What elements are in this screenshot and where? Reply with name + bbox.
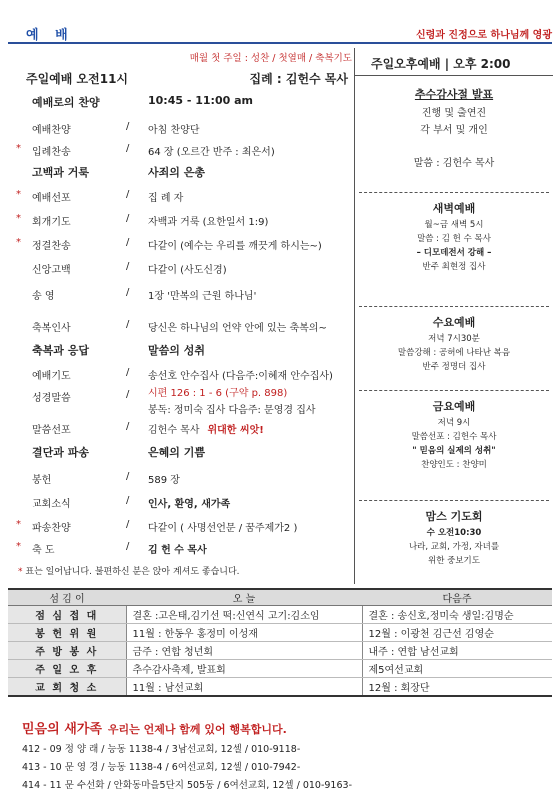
- row-value: 인사, 환영, 새가족: [148, 499, 231, 510]
- row-label: 예배선포: [32, 193, 71, 204]
- stand-marker: *: [16, 519, 21, 530]
- service-block-line: 말씀 : 김 헌 수 목사: [417, 234, 491, 244]
- afternoon-title: 주일오후예배 | 오후 2:00: [371, 57, 511, 71]
- header-cell: 섬 김 이: [8, 589, 126, 606]
- row-separator: /: [126, 237, 130, 248]
- row-label: 입례찬송: [32, 147, 71, 158]
- service-block-line: 진행 및 출연진: [421, 108, 487, 119]
- service-block-line: 나라, 교회, 가정, 자녀를: [408, 542, 500, 552]
- service-block: [355, 86, 553, 169]
- row-value: 송선호 안수집사 (다음주:이혜재 안수집사): [148, 371, 333, 382]
- row-separator: /: [126, 261, 130, 272]
- list-item: 412 - 09 정 양 래 / 능동 1138-4 / 3남선교회, 12셀 / 010-9118-: [22, 744, 301, 755]
- new-family-title: 믿음의 새가족 우리는 언제나 함께 있어 행복합니다.: [22, 722, 287, 737]
- row-label: 결단과 파송: [32, 446, 89, 459]
- service-block-line: 말씀 : 김헌수 목사: [413, 158, 495, 169]
- service-block-line: 말씀강해 : 공허에 나타난 복음: [397, 348, 511, 358]
- header-cell: 오 늘: [126, 589, 362, 606]
- row-value: 자백과 거룩 (요한일서 1:9): [148, 217, 269, 228]
- duty-next: 제5여선교회: [362, 660, 552, 678]
- row-value: 아침 찬양단: [148, 125, 200, 136]
- service-block-title: 추수감사절 발표: [414, 88, 494, 101]
- row-value: 10:45 - 11:00 am: [148, 94, 253, 107]
- row-label: 축복과 응답: [32, 344, 89, 357]
- service-block-line: 수 오전10:30: [426, 528, 482, 538]
- service-block: [355, 200, 553, 272]
- row-separator: /: [126, 143, 130, 154]
- worship-row: [8, 516, 354, 536]
- table-row: [8, 642, 552, 660]
- sermon-title: 위대한 씨앗!: [207, 425, 264, 436]
- service-block-line: 반주 최현정 집사: [422, 262, 486, 272]
- service-block-line: " 믿음의 실제의 성취": [412, 446, 496, 456]
- service-block: [355, 508, 553, 566]
- worship-row: [8, 418, 354, 438]
- row-separator: /: [126, 389, 130, 400]
- row-value: 말씀의 성취: [148, 344, 205, 357]
- worship-row: [8, 364, 354, 384]
- row-label: 고백과 거룩: [32, 166, 89, 179]
- row-label: 축복인사: [32, 323, 71, 334]
- row-label: 예배찬양: [32, 125, 71, 136]
- row-value: 김헌수 목사 위대한 씨앗!: [148, 425, 264, 436]
- service-block-line: 각 부서 및 개인: [420, 125, 488, 136]
- worship-row: [8, 538, 354, 558]
- row-value: 시편 126 : 1 - 6 (구약 p. 898): [148, 388, 288, 399]
- list-item: 414 - 11 문 수선화 / 안화동마을5단지 505동 / 6여선교회, 12셀 / 010-9163-: [22, 780, 352, 791]
- service-block-line: 말씀선포 : 김헌수 목사: [411, 432, 497, 442]
- row-value: 다같이 (예수는 우리를 깨끗게 하시는~): [148, 241, 322, 252]
- row-separator: /: [126, 319, 130, 330]
- footnote: * 표는 일어납니다. 불편하신 분은 앉아 계셔도 좋습니다.: [18, 567, 240, 577]
- row-value: 589 장: [148, 475, 180, 486]
- row-separator: /: [126, 421, 130, 432]
- worship-row: [8, 258, 354, 278]
- monthly-notice: 매월 첫 주일 : 성찬 / 첫열매 / 축복기도: [189, 53, 352, 64]
- table-row: [8, 624, 552, 642]
- row-label: 송 영: [32, 291, 55, 302]
- service-leader: 집례 : 김헌수 목사: [249, 72, 348, 86]
- worship-row: [8, 442, 354, 462]
- duty-next: 결혼 : 송신호,정미숙 생일:김명순: [362, 606, 552, 624]
- row-separator: /: [126, 367, 130, 378]
- row-value: 1장 '만복의 근원 하나님': [148, 291, 257, 302]
- service-block: [355, 398, 553, 470]
- worship-row: [8, 468, 354, 488]
- service-block-title: 맘스 기도회: [425, 510, 483, 523]
- stand-marker: *: [16, 143, 21, 154]
- worship-row: [8, 118, 354, 138]
- worship-row: [8, 284, 354, 304]
- worship-row: [8, 186, 354, 206]
- worship-row: [8, 234, 354, 254]
- duty-today: 결혼 :고은태,김기선 떡:신연식 고기:김소임: [126, 606, 362, 624]
- divider: [359, 500, 549, 501]
- stand-marker: *: [16, 213, 21, 224]
- table-row: [8, 660, 552, 678]
- row-separator: /: [126, 189, 130, 200]
- service-block-line: 저녁 9시: [437, 418, 471, 428]
- row-label: 성경말씀: [32, 393, 71, 404]
- row-label: 회개기도: [32, 217, 71, 228]
- row-label: 예배기도: [32, 371, 71, 382]
- row-label: 정결찬송: [32, 241, 71, 252]
- duty-next: 내주 : 연합 남선교회: [362, 642, 552, 660]
- service-block: [355, 314, 553, 372]
- service-block-line: – 디모데전서 강해 –: [416, 248, 492, 258]
- duty-today: 11월 : 한동우 홍정미 이성재: [126, 624, 362, 642]
- divider: [359, 306, 549, 307]
- row-separator: /: [126, 541, 130, 552]
- duty-next: 12월 : 이광천 김근선 김영순: [362, 624, 552, 642]
- duty-table: [8, 588, 552, 697]
- duty-today: 금주 : 연합 청년회: [126, 642, 362, 660]
- row-value: 은혜의 기쁨: [148, 446, 205, 459]
- row-value: 다같이 ( 사명선언문 / 꿈주제가2 ): [148, 523, 298, 534]
- duty-name: 봉 헌 위 원: [8, 624, 126, 642]
- row-label: 신앙고백: [32, 265, 71, 276]
- worship-row: [8, 340, 354, 360]
- row-value: 김 헌 수 목사: [148, 545, 207, 556]
- service-block-title: 새벽예배: [432, 202, 476, 215]
- row-separator: /: [126, 495, 130, 506]
- new-family-subtitle: 우리는 언제나 함께 있어 행복합니다.: [107, 723, 287, 736]
- duty-today: 추수감사축제, 발표회: [126, 660, 362, 678]
- duty-name: 주 방 봉 사: [8, 642, 126, 660]
- table-row: [8, 678, 552, 696]
- row-value: 당신은 하나님의 언약 안에 있는 축복의~: [148, 323, 327, 334]
- row-label: 봉헌: [32, 475, 52, 486]
- worship-row: [8, 386, 354, 416]
- stand-marker: *: [16, 541, 21, 552]
- stand-marker: *: [16, 189, 21, 200]
- row-value: 집 례 자: [148, 193, 184, 204]
- table-row: [8, 606, 552, 624]
- header-cell: 다음주: [362, 589, 552, 606]
- worship-row: [8, 316, 354, 336]
- duty-next: 12월 : 회장단: [362, 678, 552, 696]
- worship-row: [8, 140, 354, 160]
- morning-service: [8, 48, 354, 584]
- motto: 신령과 진정으로 하나님께 영광: [415, 30, 552, 41]
- row-value: 다같이 (사도신경): [148, 265, 227, 276]
- worship-row: [8, 92, 354, 112]
- duty-name: 점 심 접 대: [8, 606, 126, 624]
- row-label: 말씀선포: [32, 425, 71, 436]
- service-block-line: 월~금 새벽 5시: [424, 220, 484, 230]
- service-block-line: 저녁 7시30분: [428, 334, 480, 344]
- worship-row: [8, 162, 354, 182]
- stand-marker: *: [16, 237, 21, 248]
- row-label: 예배로의 찬양: [32, 96, 100, 109]
- worship-row: [8, 492, 354, 512]
- service-title: 주일예배 오전11시: [26, 72, 129, 86]
- afternoon-header: [355, 48, 553, 76]
- duty-name: 주 일 오 후: [8, 660, 126, 678]
- row-value-sub: 봉독: 정미숙 집사 다음주: 문영경 집사: [148, 405, 316, 416]
- service-block-title: 금요예배: [432, 400, 476, 413]
- row-label: 파송찬양: [32, 523, 71, 534]
- service-block-line: 위한 중보기도: [428, 556, 480, 566]
- row-value: 64 장 (오르간 반주 : 최은서): [148, 147, 275, 158]
- row-separator: /: [126, 287, 130, 298]
- row-separator: /: [126, 471, 130, 482]
- afternoon-services: [354, 48, 552, 584]
- duty-header-row: [8, 589, 552, 606]
- row-value: 사죄의 은총: [148, 166, 205, 179]
- service-block-line: 찬양인도 : 찬양미: [421, 460, 487, 470]
- worship-row: [8, 210, 354, 230]
- service-block-title: 수요예배: [432, 316, 476, 329]
- service-block-line: 반주 정명더 집사: [422, 362, 486, 372]
- row-label: 축 도: [32, 545, 55, 556]
- page-header: [8, 22, 552, 44]
- divider: [359, 192, 549, 193]
- list-item: 413 - 10 문 영 경 / 능동 1138-4 / 6여선교회, 12셀 / 010-7942-: [22, 762, 301, 773]
- section-title: 예 배: [26, 28, 74, 43]
- row-label: 교회소식: [32, 499, 71, 510]
- divider: [359, 390, 549, 391]
- new-family: [22, 718, 352, 791]
- row-separator: /: [126, 213, 130, 224]
- duty-name: 교 회 청 소: [8, 678, 126, 696]
- row-separator: /: [126, 121, 130, 132]
- service-block-line: [355, 138, 553, 152]
- duty-today: 11월 : 남선교회: [126, 678, 362, 696]
- row-separator: /: [126, 519, 130, 530]
